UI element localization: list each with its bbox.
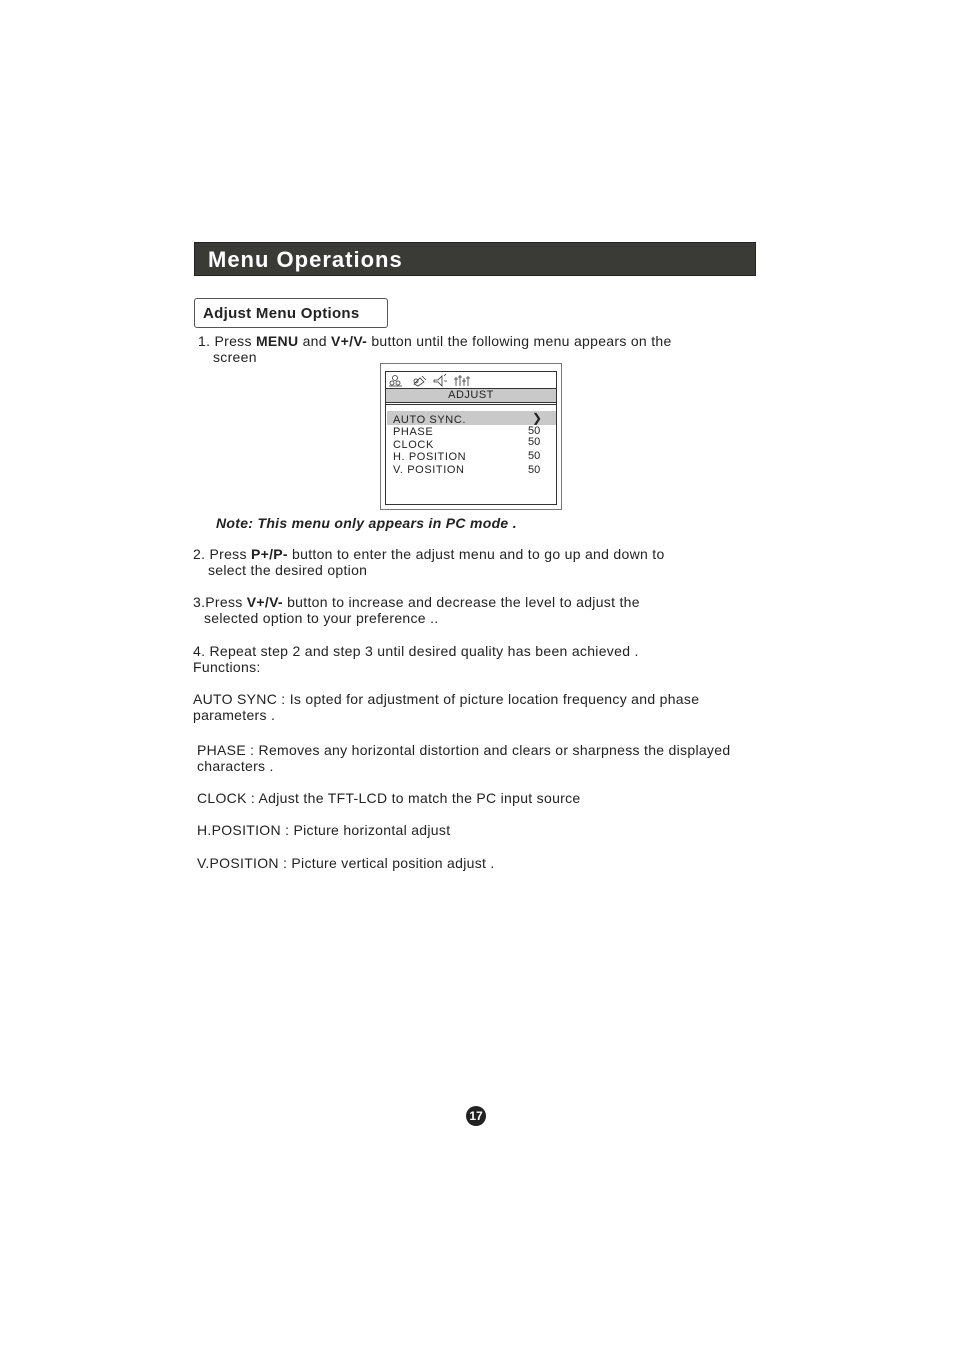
osd-value-phase: 50 (528, 425, 541, 437)
clock-desc: CLOCK : Adjust the TFT-LCD to match the PC input source (197, 790, 581, 806)
auto-sync-desc-line1: AUTO SYNC : Is opted for adjustment of picture location frequency and phase (193, 691, 700, 707)
osd-header: ADJUST (386, 389, 556, 403)
step4-line1: 4. Repeat step 2 and step 3 until desired quality has been achieved . (193, 643, 639, 659)
step2-line2: select the desired option (208, 562, 368, 578)
osd-item-v-position[interactable]: V. POSITION (393, 464, 465, 476)
step2-line1 (193, 546, 665, 562)
adjust-icon (454, 375, 470, 386)
section-heading-box (194, 298, 388, 328)
step3-prefix: 3.Press (193, 594, 247, 610)
osd-icon-bar (386, 372, 556, 389)
phase-desc-line2: characters . (197, 758, 274, 774)
h-position-desc: H.POSITION : Picture horizontal adjust (197, 822, 451, 838)
osd-value-h-position: 50 (528, 450, 541, 462)
step3-line1 (193, 594, 640, 610)
step2-prefix: 2. Press (193, 546, 251, 562)
step1-mid: and (298, 333, 332, 349)
step1-key-volume: V+/V- (331, 333, 368, 349)
osd-value-clock: 50 (528, 436, 541, 448)
phase-desc-line1: PHASE : Removes any horizontal distortion and clears or sharpness the displayed (197, 742, 731, 758)
step1-line1 (198, 333, 672, 349)
auto-sync-desc-line2: parameters . (193, 707, 276, 723)
step2-key-program: P+/P- (250, 546, 288, 562)
step1-prefix: 1. Press (198, 333, 256, 349)
page-title-bar (194, 242, 756, 276)
picture-icon (389, 376, 402, 387)
page-title: Menu Operations (208, 247, 403, 272)
osd-item-auto-sync[interactable]: AUTO SYNC. (393, 414, 467, 426)
osd-icons (386, 372, 556, 388)
step3-key-volume: V+/V- (246, 594, 283, 610)
v-position-desc: V.POSITION : Picture vertical position adjust . (197, 855, 495, 871)
osd-item-phase[interactable]: PHASE (393, 426, 434, 438)
function-icon (434, 374, 447, 386)
osd-value-v-position: 50 (528, 464, 541, 476)
step3-line2: selected option to your preference .. (204, 610, 439, 626)
sound-icon (414, 376, 426, 386)
functions-heading: Functions: (193, 659, 261, 675)
osd-item-h-position[interactable]: H. POSITION (393, 451, 467, 463)
step1-suffix: button until the following menu appears on the (367, 333, 672, 349)
step2-suffix: button to enter the adjust menu and to go up and down to (287, 546, 665, 562)
step1-key-menu: MENU (255, 333, 299, 349)
chevron-right-icon: ❯ (532, 411, 543, 425)
page-number: 17 (466, 1106, 486, 1126)
section-title: Adjust Menu Options (203, 305, 360, 322)
pc-mode-note: Note: This menu only appears in PC mode . (216, 515, 517, 531)
step3-suffix: button to increase and decrease the level to adjust the (282, 594, 640, 610)
step1-line2: screen (213, 349, 257, 365)
osd-item-clock[interactable]: CLOCK (393, 439, 434, 451)
